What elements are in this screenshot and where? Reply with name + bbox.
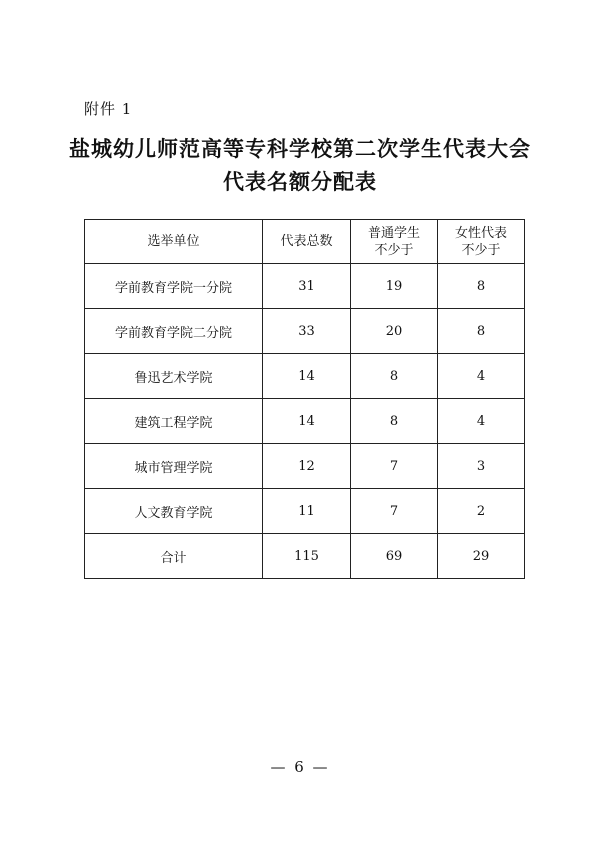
cell-students: 8: [351, 399, 438, 444]
table-row: [85, 489, 525, 534]
table-row: [85, 354, 525, 399]
cell-female: 29: [438, 534, 525, 579]
header-unit: 选举单位: [85, 220, 263, 264]
cell-female: 4: [438, 399, 525, 444]
cell-female: 2: [438, 489, 525, 534]
header-students: 普通学生 不少于: [351, 220, 438, 264]
cell-students: 7: [351, 489, 438, 534]
cell-total: 12: [263, 444, 351, 489]
header-total: 代表总数: [263, 220, 351, 264]
cell-female: 8: [438, 309, 525, 354]
table-total-row: [85, 534, 525, 579]
cell-total: 11: [263, 489, 351, 534]
cell-unit: 人文教育学院: [85, 489, 263, 534]
cell-total: 115: [263, 534, 351, 579]
cell-students: 8: [351, 354, 438, 399]
attachment-label: 附件 1: [84, 100, 133, 118]
cell-total: 33: [263, 309, 351, 354]
cell-total: 14: [263, 399, 351, 444]
header-female: 女性代表 不少于: [438, 220, 525, 264]
table-row: [85, 399, 525, 444]
cell-unit: 建筑工程学院: [85, 399, 263, 444]
document-subtitle: 代表名额分配表: [223, 169, 377, 194]
table-row: [85, 264, 525, 309]
cell-unit: 城市管理学院: [85, 444, 263, 489]
table-row: [85, 309, 525, 354]
cell-unit: 学前教育学院一分院: [85, 264, 263, 309]
cell-female: 8: [438, 264, 525, 309]
cell-students: 7: [351, 444, 438, 489]
cell-students: 20: [351, 309, 438, 354]
cell-total: 14: [263, 354, 351, 399]
cell-unit: 鲁迅艺术学院: [85, 354, 263, 399]
cell-female: 4: [438, 354, 525, 399]
document-title: 盐城幼儿师范高等专科学校第二次学生代表大会: [69, 136, 531, 161]
cell-unit: 合计: [85, 534, 263, 579]
cell-female: 3: [438, 444, 525, 489]
allocation-table: [84, 219, 525, 579]
table-row: [85, 444, 525, 489]
cell-unit: 学前教育学院二分院: [85, 309, 263, 354]
page-number: — 6 —: [270, 758, 330, 776]
cell-total: 31: [263, 264, 351, 309]
cell-students: 19: [351, 264, 438, 309]
cell-students: 69: [351, 534, 438, 579]
table-header-row: [85, 220, 525, 264]
